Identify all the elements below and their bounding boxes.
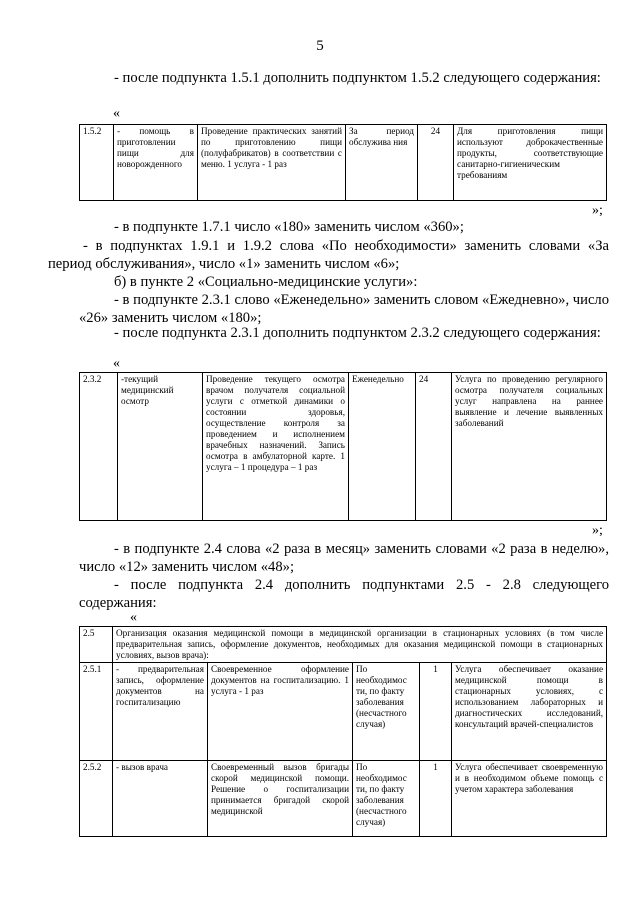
cell-period: За период обслужива ния [346, 125, 418, 201]
paragraph-3: - в подпунктах 1.9.1 и 1.9.2 слова «По необходимости» заменить словами «За период обслуживания», число «1» заменить числом «6»; [48, 238, 609, 272]
table-2 [79, 372, 607, 521]
table-row [80, 761, 607, 837]
cell-quantity: 24 [418, 125, 454, 201]
table-3 [79, 626, 607, 837]
cell-quantity: 1 [420, 761, 452, 837]
cell-service-name: - вызов врача [113, 761, 208, 837]
open-quote-2: « [113, 356, 120, 371]
cell-quantity: 1 [420, 663, 452, 761]
cell-service-name: -текущий медицинский осмотр [118, 373, 203, 521]
cell-num: 2.5.2 [80, 761, 113, 837]
paragraph-4: б) в пункте 2 «Социально-медицинские услуги»: [114, 274, 418, 290]
cell-description: Своевременное оформление документов на госпитализацию. 1 услуга - 1 раз [208, 663, 353, 761]
paragraph-7: - в подпункте 2.4 слова «2 раза в месяц» заменить словами «2 раза в неделю», число «12» заменить числом «48»; [79, 541, 609, 575]
table-row [80, 373, 607, 521]
cell-period: По необходимос ти, по факту заболевания (несчастного случая) [353, 663, 420, 761]
open-quote-1: « [113, 106, 120, 121]
page-number: 5 [316, 38, 324, 54]
table-1 [79, 124, 607, 201]
paragraph-8: - после подпункта 2.4 дополнить подпунктами 2.5 - 2.8 следующего содержания: [79, 577, 609, 611]
cell-num: 2.3.2 [80, 373, 118, 521]
cell-num: 1.5.2 [80, 125, 114, 201]
cell-note: Услуга обеспечивает оказание медицинской помощи в стационарных условиях, с использованием лабораторных и диагностических исследований, консультаций врачей-специалистов [452, 663, 607, 761]
cell-period: Еженедельно [349, 373, 416, 521]
cell-section-title: Организация оказания медицинской помощи в медицинской организации в стационарных условиях (в том числе предварительная запись, оформление документов, необходимых для оказания медицинской помощи в стационарных условиях, вызов врача): [113, 627, 607, 663]
paragraph-2: - в подпункте 1.7.1 число «180» заменить числом «360»; [114, 219, 464, 235]
table-header-row [80, 627, 607, 663]
paragraph-6: - после подпункта 2.3.1 дополнить подпунктом 2.3.2 следующего содержания: [114, 325, 601, 341]
cell-description: Проведение практических занятий по приготовлению пищи (полуфабрикатов) в соответствии с меню. 1 услуга - 1 раз [198, 125, 346, 201]
close-quote-2: »; [592, 523, 603, 538]
close-quote-1: »; [592, 203, 603, 218]
cell-description: Своевременный вызов бригады скорой медицинской помощи. Решение о госпитализации принимается бригадой скорой медицинской [208, 761, 353, 837]
cell-note: Услуга обеспечивает своевременную и в необходимом объеме помощь с учетом характера заболевания [452, 761, 607, 837]
cell-quantity: 24 [416, 373, 452, 521]
cell-service-name: - помощь в приготовлении пищи для новорожденного [114, 125, 198, 201]
cell-note: Для приготовления пищи используют доброкачественные продукты, соответствующие санитарно-гигиеническим требованиям [454, 125, 607, 201]
cell-num: 2.5.1 [80, 663, 113, 761]
table-row [80, 125, 607, 201]
cell-num: 2.5 [80, 627, 113, 663]
cell-period: По необходимос ти, по факту заболевания (несчастного случая) [353, 761, 420, 837]
paragraph-5: - в подпункте 2.3.1 слово «Еженедельно» заменить словом «Ежедневно», число «26» заменить числом «180»; [79, 292, 609, 326]
paragraph-1: - после подпункта 1.5.1 дополнить подпунктом 1.5.2 следующего содержания: [114, 70, 601, 86]
cell-note: Услуга по проведению регулярного осмотра получателя социальных услуг направлена на раннее выявление и лечение выявленных заболеваний [452, 373, 607, 521]
open-quote-3: « [130, 610, 137, 625]
cell-description: Проведение текущего осмотра врачом получателя социальной услуги с отметкой динамики о состоянии здоровья, осуществление контроля за проведением и исполнением врачебных назначений. Запись осмотра в амбулаторной карте. 1 услуга – 1 процедура – 1 раз [203, 373, 349, 521]
table-row [80, 663, 607, 761]
cell-service-name: - предварительная запись, оформление документов на госпитализацию [113, 663, 208, 761]
